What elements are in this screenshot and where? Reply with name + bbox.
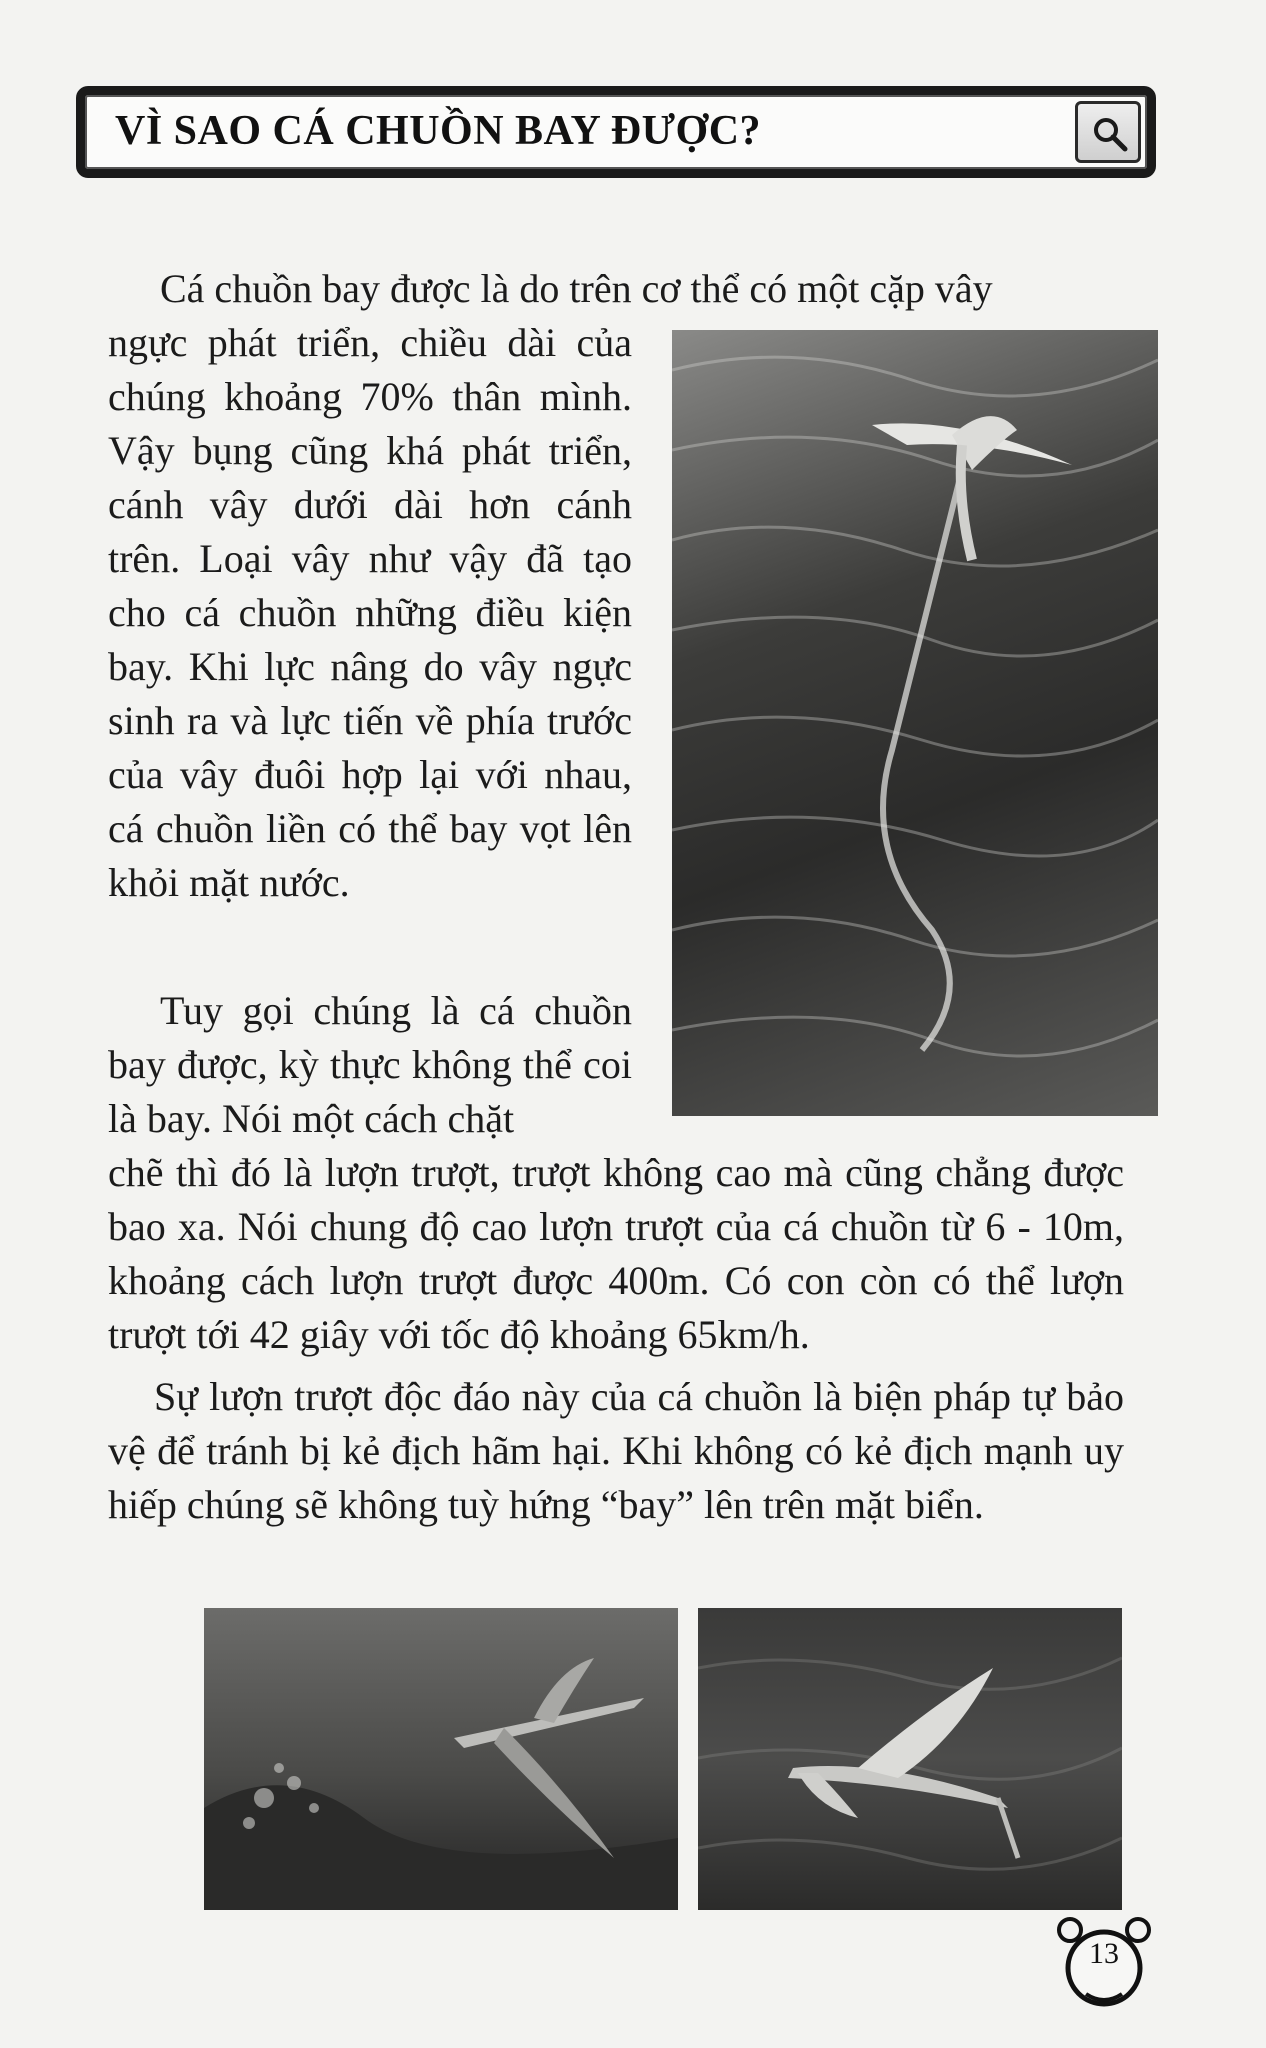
page-title: VÌ SAO CÁ CHUỒN BAY ĐƯỢC?	[115, 108, 762, 154]
paragraph-2-body: chẽ thì đó là lượn trượt, trượt không cao mà cũng chẳng được bao xa. Nói chung độ cao lượn trượt của cá chuồn từ 6 - 10m, khoảng cách lượn trượt được 400m. Có con còn có thể lượn trượt tới 42 giây với tốc độ khoảng 65km/h.	[108, 1150, 1124, 1357]
flying-fish-photo-left	[204, 1608, 678, 1910]
magnifier-icon	[1090, 114, 1130, 154]
paragraph-3: Sự lượn trượt độc đáo này của cá chuồn là biện pháp tự bảo vệ để tránh bị kẻ địch hãm hại. Khi không có kẻ địch mạnh uy hiếp chúng sẽ không tuỳ hứng “bay” lên trên mặt biển.	[108, 1374, 1124, 1527]
flying-fish-photo-main	[672, 330, 1158, 1116]
title-bar	[76, 86, 1156, 178]
flying-fish-photo-right	[698, 1608, 1122, 1910]
search-button[interactable]	[1075, 101, 1141, 163]
paragraph-1-first-line: Cá chuồn bay được là do trên cơ thể có một cặp vây	[160, 266, 993, 311]
paragraph-2-start: Tuy gọi chúng là cá chuồn bay được, kỳ thực không thể coi là bay. Nói một cách chặt	[108, 988, 632, 1141]
paragraph-1-body: ngực phát triển, chiều dài của chúng khoảng 70% thân mình. Vậy bụng cũng khá phát triển, cánh vây dưới dài hơn cánh trên. Loại vây như vậy đã tạo cho cá chuồn những điều kiện bay. Khi lực nâng do vây ngực sinh ra và lực tiến về phía trước của vây đuôi hợp lại với nhau, cá chuồn liền có thể bay vọt lên khỏi mặt nước.	[108, 320, 632, 905]
page-number: 13	[1089, 1937, 1119, 1970]
